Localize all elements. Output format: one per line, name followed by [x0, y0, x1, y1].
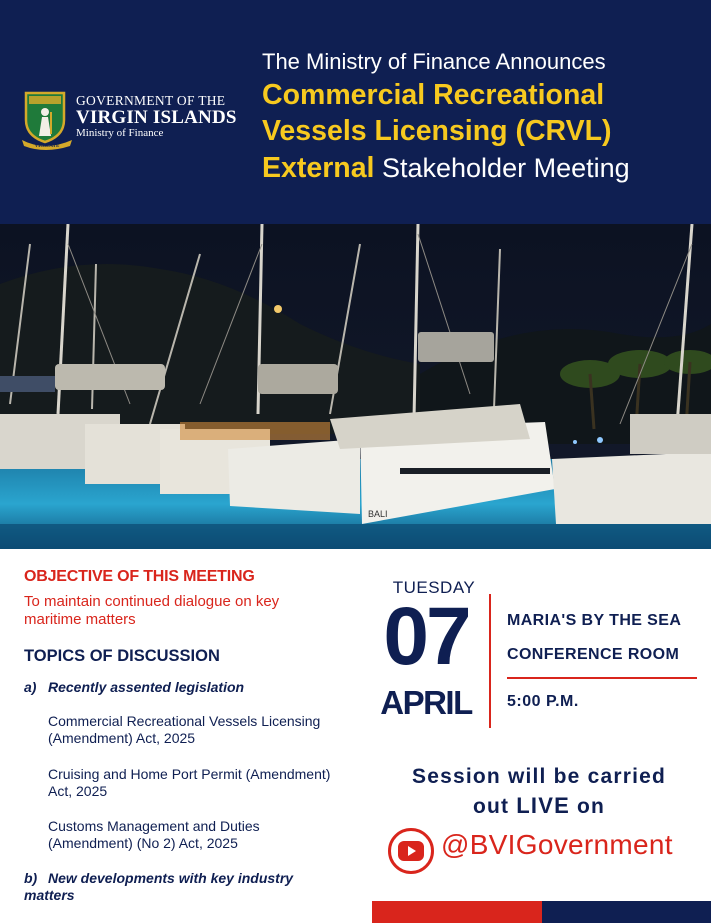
venue-name: MARIA'S BY THE SEA	[507, 612, 682, 629]
title-block	[262, 47, 702, 192]
objective-text: To maintain continued dialogue on key maritime matters	[24, 593, 280, 628]
divider-horizontal	[507, 677, 697, 679]
legislation-item: Cruising and Home Port Permit (Amendment) Act, 2025	[48, 766, 331, 799]
ministry-name: Ministry of Finance	[76, 127, 164, 139]
topic-b-text: New developments with key industry matters	[24, 870, 294, 903]
topics-heading: TOPICS OF DISCUSSION	[24, 647, 220, 665]
event-month: APRIL	[380, 684, 472, 721]
session-line-1: Session will be carried	[411, 765, 667, 788]
event-day: TUESDAY	[392, 578, 476, 597]
youtube-logo-icon	[391, 831, 431, 871]
topic-b	[24, 870, 344, 904]
crest-icon	[20, 90, 76, 150]
venue-room: CONFERENCE ROOM	[507, 646, 680, 663]
boat-label: BALI	[368, 509, 388, 519]
event-time: 5:00 P.M.	[507, 693, 579, 710]
topic-a	[24, 679, 244, 695]
divider-vertical	[489, 594, 491, 728]
crest-motto: VIGILATE	[34, 144, 60, 149]
title-line-1: Commercial Recreational	[262, 79, 605, 111]
territory-name: VIRGIN ISLANDS	[76, 107, 237, 128]
topic-a-label: a)	[24, 679, 37, 695]
objective-heading: OBJECTIVE OF THIS MEETING	[24, 568, 255, 585]
legislation-item: Customs Management and Duties (Amendment) (No 2) Act, 2025	[48, 818, 260, 851]
session-line-2-post: on	[569, 795, 606, 818]
title-line-2: Vessels Licensing (CRVL)	[262, 115, 612, 147]
government-logo	[20, 90, 237, 150]
topic-a-text: Recently assented legislation	[48, 679, 245, 695]
topic-b-label: b)	[24, 870, 38, 886]
header-banner	[0, 0, 711, 224]
marina-night-photo	[0, 224, 711, 549]
announcement-line: The Ministry of Finance Announces	[262, 49, 606, 74]
session-line-2	[374, 791, 704, 821]
footer-bar-navy	[542, 901, 711, 923]
government-line: GOVERNMENT OF THE	[76, 93, 226, 108]
legislation-item: Commercial Recreational Vessels Licensing (Amendment) Act, 2025	[48, 713, 321, 746]
live-word: LIVE	[516, 793, 570, 818]
youtube-handle-link[interactable]: @BVIGovernment	[441, 829, 673, 860]
footer-bar-red	[372, 901, 542, 923]
title-external: External	[262, 152, 375, 184]
youtube-icon[interactable]	[388, 828, 434, 874]
event-date: 07	[383, 591, 469, 682]
livestream-notice	[374, 762, 704, 821]
title-line-3	[262, 149, 702, 192]
marina-photo	[0, 224, 711, 549]
session-line-2-pre: out	[472, 795, 517, 818]
title-stakeholder-meeting: Stakeholder Meeting	[374, 153, 630, 183]
